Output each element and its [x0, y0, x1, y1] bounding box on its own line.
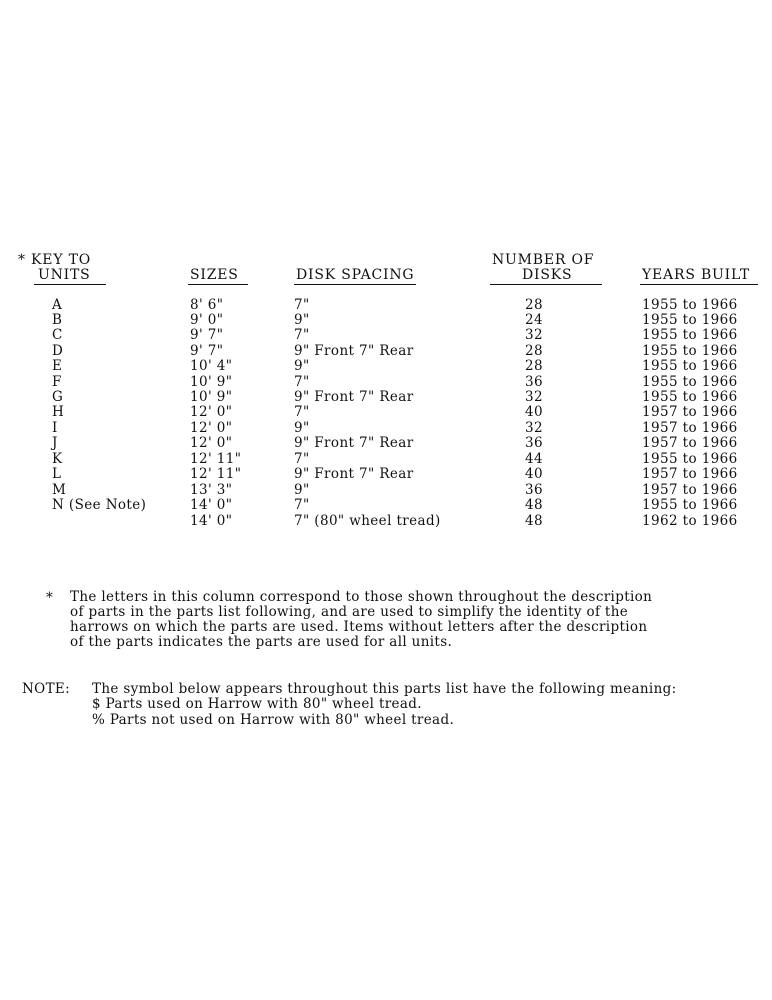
- size-cell: 12' 11": [190, 451, 242, 467]
- years-cell: 1955 to 1966: [642, 389, 738, 405]
- unit-cell: E: [52, 358, 63, 374]
- header-sizes-underline: [188, 284, 248, 285]
- years-cell: 1957 to 1966: [642, 404, 738, 420]
- unit-cell: L: [52, 466, 62, 482]
- note-text: The symbol below appears throughout this parts list have the following meaning:: [92, 681, 677, 697]
- spacing-cell: 7": [294, 297, 310, 313]
- disks-cell: 36: [525, 482, 543, 498]
- size-cell: 12' 0": [190, 435, 233, 451]
- header-years-built: YEARS BUILT: [642, 267, 751, 283]
- spacing-cell: 9" Front 7" Rear: [294, 343, 414, 359]
- unit-cell: H: [52, 404, 65, 420]
- size-cell: 9' 0": [190, 312, 224, 328]
- header-units-underline: [34, 284, 106, 285]
- header-key-line1: * KEY TO: [18, 252, 92, 268]
- disks-cell: 28: [525, 358, 543, 374]
- size-cell: 9' 7": [190, 327, 224, 343]
- spacing-cell: 9": [294, 312, 310, 328]
- footnote-line: of parts in the parts list following, and are used to simplify the identity of the: [70, 604, 629, 620]
- disks-cell: 32: [525, 327, 543, 343]
- size-cell: 12' 11": [190, 466, 242, 482]
- size-cell: 12' 0": [190, 420, 233, 436]
- spacing-cell: 9": [294, 420, 310, 436]
- header-sizes: SIZES: [190, 267, 239, 283]
- footnote-line: The letters in this column correspond to those shown throughout the description: [70, 589, 653, 605]
- years-cell: 1957 to 1966: [642, 466, 738, 482]
- years-cell: 1955 to 1966: [642, 358, 738, 374]
- header-disks-underline: [490, 284, 602, 285]
- disks-cell: 32: [525, 420, 543, 436]
- footnote-asterisk: *: [46, 590, 54, 606]
- spacing-cell: 7": [294, 451, 310, 467]
- header-number-line2: DISKS: [522, 267, 573, 283]
- unit-cell: B: [52, 312, 63, 328]
- disks-cell: 28: [525, 297, 543, 313]
- unit-cell: G: [52, 389, 64, 405]
- disks-cell: 48: [525, 497, 543, 513]
- spacing-cell: 9" Front 7" Rear: [294, 435, 414, 451]
- header-disk-spacing-underline: [294, 284, 416, 285]
- note-item-dollar: $ Parts used on Harrow with 80" wheel tread.: [92, 696, 422, 712]
- size-cell: 10' 4": [190, 358, 233, 374]
- unit-cell: M: [52, 482, 67, 498]
- disks-cell: 40: [525, 466, 543, 482]
- disks-cell: 36: [525, 435, 543, 451]
- unit-cell: J: [52, 435, 58, 451]
- years-cell: 1955 to 1966: [642, 374, 738, 390]
- spacing-cell: 7": [294, 404, 310, 420]
- footnote-line: harrows on which the parts are used. Items without letters after the description: [70, 619, 648, 635]
- spacing-cell: 9": [294, 482, 310, 498]
- unit-cell: F: [52, 374, 62, 390]
- years-cell: 1955 to 1966: [642, 297, 738, 313]
- spacing-cell: 7": [294, 374, 310, 390]
- years-cell: 1955 to 1966: [642, 312, 738, 328]
- note-label: NOTE:: [22, 681, 71, 697]
- disks-cell: 36: [525, 374, 543, 390]
- header-key-line2: UNITS: [38, 267, 91, 283]
- size-cell: 9' 7": [190, 343, 224, 359]
- note-item-percent: % Parts not used on Harrow with 80" wheel tread.: [92, 712, 455, 728]
- size-cell: 8' 6": [190, 297, 224, 313]
- unit-cell: I: [52, 420, 58, 436]
- years-cell: 1955 to 1966: [642, 497, 738, 513]
- years-cell: 1955 to 1966: [642, 343, 738, 359]
- disks-cell: 48: [525, 513, 543, 529]
- spacing-cell: 7": [294, 497, 310, 513]
- header-disk-spacing: DISK SPACING: [296, 267, 415, 283]
- disks-cell: 28: [525, 343, 543, 359]
- disks-cell: 44: [525, 451, 543, 467]
- size-cell: 14' 0": [190, 513, 233, 529]
- header-number-line1: NUMBER OF: [492, 252, 595, 268]
- unit-cell: C: [52, 327, 63, 343]
- size-cell: 13' 3": [190, 482, 233, 498]
- header-years-underline: [640, 284, 758, 285]
- size-cell: 10' 9": [190, 374, 233, 390]
- disks-cell: 24: [525, 312, 543, 328]
- spacing-cell: 9" Front 7" Rear: [294, 466, 414, 482]
- years-cell: 1955 to 1966: [642, 327, 738, 343]
- disks-cell: 40: [525, 404, 543, 420]
- unit-cell: N (See Note): [52, 497, 147, 513]
- unit-cell: D: [52, 343, 64, 359]
- spacing-cell: 9" Front 7" Rear: [294, 389, 414, 405]
- spacing-cell: 9": [294, 358, 310, 374]
- spacing-cell: 7": [294, 327, 310, 343]
- years-cell: 1962 to 1966: [642, 513, 738, 529]
- years-cell: 1957 to 1966: [642, 435, 738, 451]
- years-cell: 1955 to 1966: [642, 451, 738, 467]
- spacing-cell: 7" (80" wheel tread): [294, 513, 441, 529]
- size-cell: 10' 9": [190, 389, 233, 405]
- years-cell: 1957 to 1966: [642, 420, 738, 436]
- size-cell: 14' 0": [190, 497, 233, 513]
- disks-cell: 32: [525, 389, 543, 405]
- footnote-line: of the parts indicates the parts are used for all units.: [70, 634, 453, 650]
- unit-cell: K: [52, 451, 63, 467]
- years-cell: 1957 to 1966: [642, 482, 738, 498]
- unit-cell: A: [52, 297, 63, 313]
- size-cell: 12' 0": [190, 404, 233, 420]
